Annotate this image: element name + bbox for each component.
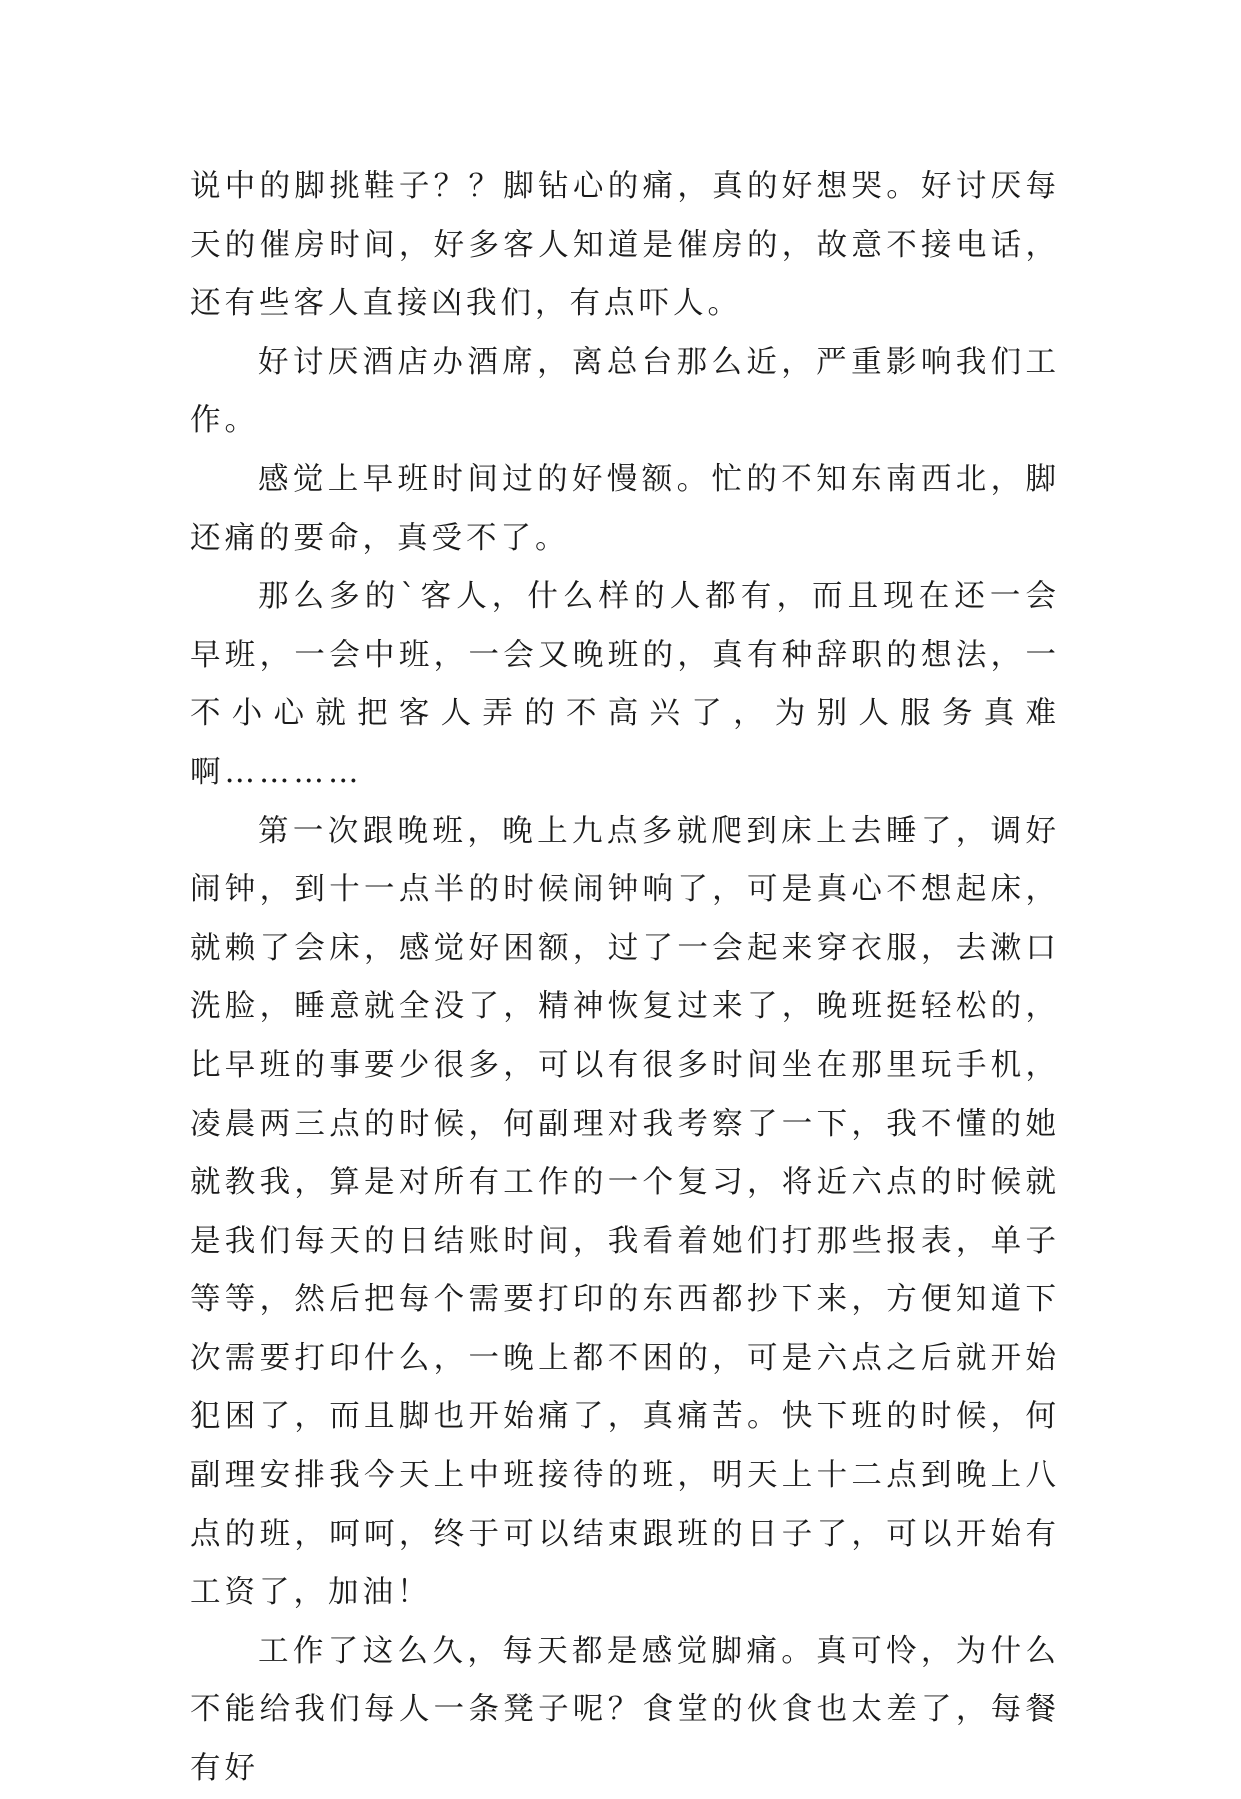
paragraph-1: 说中的脚挑鞋子？？脚钻心的痛，真的好想哭。好讨厌每天的催房时间，好多客人知道是催房的，故意不接电话，还有些客人直接凶我们，有点吓人。 (190, 169, 1060, 322)
paragraph-4: 那么多的`客人，什么样的人都有，而且现在还一会早班，一会中班，一会又晚班的，真有种辞职的想法，一不小心就把客人弄的不高兴了，为别人服务真难啊………… (190, 579, 1060, 790)
paragraph-3: 感觉上早班时间过的好慢额。忙的不知东南西北，脚还痛的要命，真受不了。 (190, 461, 1060, 556)
paragraph-6: 工作了这么久，每天都是感觉脚痛。真可怜，为什么不能给我们每人一条凳子呢？食堂的伙食也太差了，每餐有好 (190, 1633, 1060, 1787)
body-text (190, 158, 1060, 1799)
paragraph-2: 好讨厌酒店办酒席，离总台那么近，严重影响我们工作。 (190, 344, 1060, 439)
paragraph-5: 第一次跟晚班，晚上九点多就爬到床上去睡了，调好闹钟，到十一点半的时候闹钟响了，可是真心不想起床，就赖了会床，感觉好困额，过了一会起来穿衣服，去漱口洗脸，睡意就全没了，精神恢复过来了，晚班挺轻松的，比早班的事要少很多，可以有很多时间坐在那里玩手机，凌晨两三点的时候，何副理对我考察了一下，我不懂的她就教我，算是对所有工作的一个复习，将近六点的时候就是我们每天的日结账时间，我看着她们打那些报表，单子等等，然后把每个需要打印的东西都抄下来，方便知道下次需要打印什么，一晚上都不困的，可是六点之后就开始犯困了，而且脚也开始痛了，真痛苦。快下班的时候，何副理安排我今天上中班接待的班，明天上十二点到晚上八点的班，呵呵，终于可以结束跟班的日子了，可以开始有工资了，加油！ (190, 813, 1060, 1611)
